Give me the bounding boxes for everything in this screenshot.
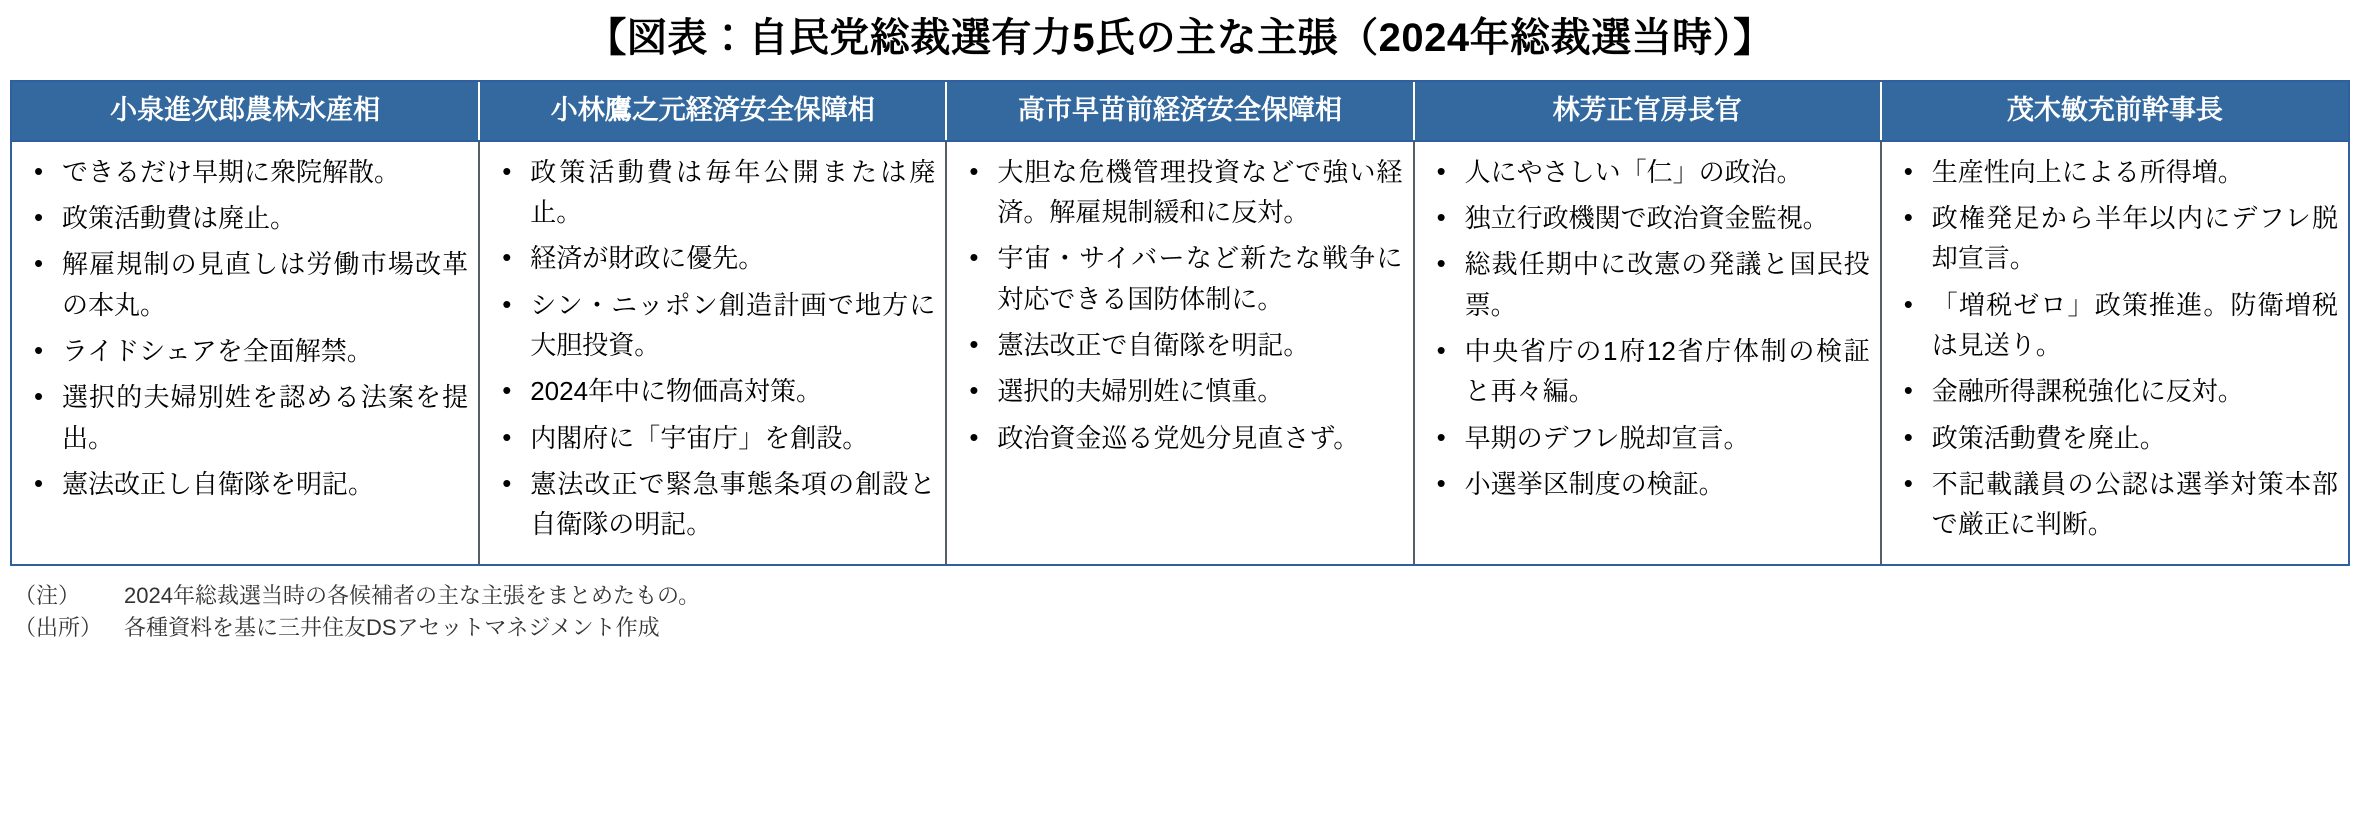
bullet-list-takaichi [953,152,1406,464]
bullet-list-koizumi [18,152,472,510]
list-item: • 政治資金巡る党処分見直さず。 [953,418,1406,464]
cell-takaichi [946,141,1413,565]
footnote-note-text: 2024年総裁選当時の各候補者の主な主張をまとめたもの。 [124,583,701,609]
list-item: • 2024年中に物価高対策。 [486,371,939,417]
list-item: • 独立行政機関で政治資金監視。 [1421,198,1874,244]
list-item: • 早期のデフレ脱却宣言。 [1421,418,1874,464]
column-header-motegi: 茂木敏充前幹事長 [1881,82,2348,141]
bullet-list-motegi [1888,152,2342,551]
bullet-list-hayashi [1421,152,1874,510]
cell-kobayashi [479,141,946,565]
list-item: • シン・ニッポン創造計画で地方に大胆投資。 [486,285,939,372]
bullet-list-kobayashi [486,152,939,551]
page-title: 【図表：自民党総裁選有力5氏の主な主張（2024年総裁選当時）】 [586,16,1774,60]
list-item: • 選択的夫婦別姓に慎重。 [953,371,1406,417]
cell-hayashi [1414,141,1881,565]
list-item: • 人にやさしい「仁」の政治。 [1421,152,1874,198]
list-item: • 中央省庁の1府12省庁体制の検証と再々編。 [1421,331,1874,418]
list-item: • 不記載議員の公認は選挙対策本部で厳正に判断。 [1888,464,2342,551]
table-body [12,141,2348,565]
list-item: • 「増税ゼロ」政策推進。防衛増税は見送り。 [1888,285,2342,372]
footnote-note-label: （注） [14,583,81,609]
list-item: • 総裁任期中に改憲の発議と国民投票。 [1421,244,1874,331]
table-header-row [12,82,2348,141]
footnote-source-label: （出所） [14,615,103,641]
column-header-kobayashi: 小林鷹之元経済安全保障相 [479,82,946,141]
table-header-row-group [12,82,2348,141]
list-item: • 大胆な危機管理投資などで強い経済。解雇規制緩和に反対。 [953,152,1406,239]
comparison-table [12,82,2348,564]
column-header-takaichi: 高市早苗前経済安全保障相 [946,82,1413,141]
column-header-hayashi: 林芳正官房長官 [1414,82,1881,141]
list-item: • 生産性向上による所得増。 [1888,152,2342,198]
list-item: • 政策活動費は廃止。 [18,198,472,244]
list-item: • 解雇規制の見直しは労働市場改革の本丸。 [18,244,472,331]
list-item: • 金融所得課税強化に反対。 [1888,371,2342,417]
footnote-source-text: 各種資料を基に三井住友DSアセットマネジメント作成 [124,615,660,641]
comparison-table-container [10,80,2350,566]
footnotes [14,580,2360,644]
list-item: • 小選挙区制度の検証。 [1421,464,1874,510]
list-item: • ライドシェアを全面解禁。 [18,331,472,377]
list-item: • できるだけ早期に衆院解散。 [18,152,472,198]
cell-motegi [1881,141,2348,565]
footnote-source [14,612,2360,644]
list-item: • 内閣府に「宇宙庁」を創設。 [486,418,939,464]
column-header-koizumi: 小泉進次郎農林水産相 [12,82,479,141]
list-item: • 憲法改正で緊急事態条項の創設と自衛隊の明記。 [486,464,939,551]
list-item: • 政権発足から半年以内にデフレ脱却宣言。 [1888,198,2342,285]
list-item: • 選択的夫婦別姓を認める法案を提出。 [18,377,472,464]
list-item: • 宇宙・サイバーなど新たな戦争に対応できる国防体制に。 [953,238,1406,325]
list-item: • 経済が財政に優先。 [486,238,939,284]
table-row [12,141,2348,565]
cell-koizumi [12,141,479,565]
list-item: • 政策活動費を廃止。 [1888,418,2342,464]
list-item: • 憲法改正で自衛隊を明記。 [953,325,1406,371]
list-item: • 憲法改正し自衛隊を明記。 [18,464,472,510]
list-item: • 政策活動費は毎年公開または廃止。 [486,152,939,239]
footnote-note [14,580,2360,612]
